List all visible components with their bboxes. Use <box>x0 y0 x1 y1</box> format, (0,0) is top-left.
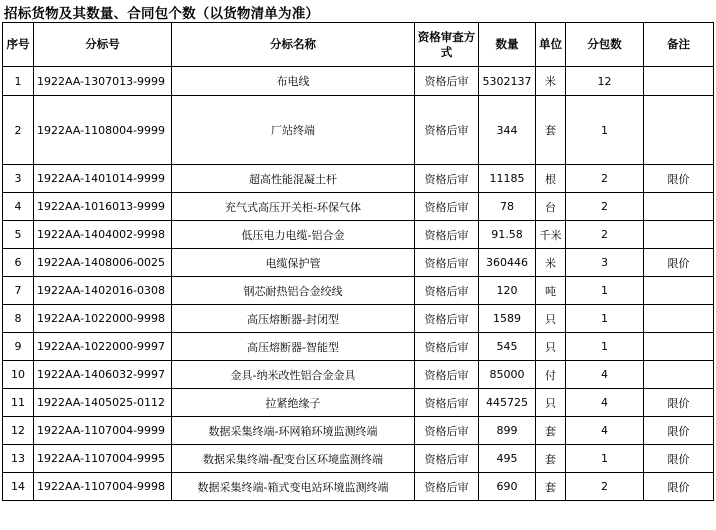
cell-note: 限价 <box>644 389 714 417</box>
cell-packages: 2 <box>566 165 644 193</box>
cell-name: 数据采集终端-箱式变电站环境监测终端 <box>172 473 415 501</box>
cell-review: 资格后审 <box>415 67 479 96</box>
cell-code: 1922AA-1401014-9999 <box>34 165 172 193</box>
cell-name: 厂站终端 <box>172 96 415 165</box>
cell-unit: 套 <box>536 445 566 473</box>
cell-packages: 1 <box>566 277 644 305</box>
cell-unit: 根 <box>536 165 566 193</box>
col-header-review: 资格审查方式 <box>415 23 479 67</box>
header-row <box>3 23 714 67</box>
cell-qty: 5302137 <box>479 67 536 96</box>
cell-qty: 445725 <box>479 389 536 417</box>
cell-qty: 344 <box>479 96 536 165</box>
cell-packages: 2 <box>566 221 644 249</box>
table-row <box>3 417 714 445</box>
cell-name: 布电线 <box>172 67 415 96</box>
table-row <box>3 361 714 389</box>
cell-review: 资格后审 <box>415 96 479 165</box>
cell-code: 1922AA-1107004-9995 <box>34 445 172 473</box>
cell-review: 资格后审 <box>415 389 479 417</box>
cell-note: 限价 <box>644 165 714 193</box>
table-row <box>3 193 714 221</box>
col-header-no: 序号 <box>3 23 34 67</box>
cell-no: 1 <box>3 67 34 96</box>
cell-no: 7 <box>3 277 34 305</box>
cell-review: 资格后审 <box>415 417 479 445</box>
cell-qty: 360446 <box>479 249 536 277</box>
col-header-note: 备注 <box>644 23 714 67</box>
table-row <box>3 305 714 333</box>
col-header-unit: 单位 <box>536 23 566 67</box>
cell-note <box>644 193 714 221</box>
cell-packages: 2 <box>566 473 644 501</box>
cell-packages: 4 <box>566 389 644 417</box>
cell-name: 数据采集终端-环网箱环境监测终端 <box>172 417 415 445</box>
cell-packages: 4 <box>566 361 644 389</box>
cell-qty: 495 <box>479 445 536 473</box>
cell-no: 8 <box>3 305 34 333</box>
cell-note: 限价 <box>644 249 714 277</box>
cell-review: 资格后审 <box>415 305 479 333</box>
cell-qty: 690 <box>479 473 536 501</box>
cell-review: 资格后审 <box>415 221 479 249</box>
col-header-name: 分标名称 <box>172 23 415 67</box>
cell-name: 低压电力电缆-铝合金 <box>172 221 415 249</box>
cell-unit: 米 <box>536 249 566 277</box>
cell-name: 钢芯耐热铝合金绞线 <box>172 277 415 305</box>
cell-review: 资格后审 <box>415 445 479 473</box>
cell-code: 1922AA-1022000-9998 <box>34 305 172 333</box>
cell-no: 2 <box>3 96 34 165</box>
cell-no: 10 <box>3 361 34 389</box>
cell-no: 13 <box>3 445 34 473</box>
cell-name: 高压熔断器-封闭型 <box>172 305 415 333</box>
table-row <box>3 67 714 96</box>
goods-table <box>2 22 714 501</box>
cell-code: 1922AA-1405025-0112 <box>34 389 172 417</box>
cell-no: 6 <box>3 249 34 277</box>
cell-code: 1922AA-1022000-9997 <box>34 333 172 361</box>
cell-unit: 只 <box>536 333 566 361</box>
cell-qty: 1589 <box>479 305 536 333</box>
cell-packages: 4 <box>566 417 644 445</box>
cell-no: 14 <box>3 473 34 501</box>
cell-packages: 1 <box>566 305 644 333</box>
cell-review: 资格后审 <box>415 473 479 501</box>
cell-code: 1922AA-1016013-9999 <box>34 193 172 221</box>
goods-table-body <box>3 67 714 501</box>
cell-review: 资格后审 <box>415 249 479 277</box>
cell-name: 金具-纳米改性铝合金金具 <box>172 361 415 389</box>
cell-note: 限价 <box>644 417 714 445</box>
cell-code: 1922AA-1406032-9997 <box>34 361 172 389</box>
cell-unit: 套 <box>536 417 566 445</box>
cell-packages: 12 <box>566 67 644 96</box>
cell-unit: 套 <box>536 473 566 501</box>
cell-code: 1922AA-1107004-9998 <box>34 473 172 501</box>
cell-name: 超高性能混凝土杆 <box>172 165 415 193</box>
cell-name: 数据采集终端-配变台区环境监测终端 <box>172 445 415 473</box>
cell-unit: 只 <box>536 305 566 333</box>
table-row <box>3 221 714 249</box>
col-header-packages: 分包数 <box>566 23 644 67</box>
cell-no: 11 <box>3 389 34 417</box>
cell-no: 9 <box>3 333 34 361</box>
cell-packages: 1 <box>566 333 644 361</box>
cell-name: 充气式高压开关柜-环保气体 <box>172 193 415 221</box>
cell-qty: 11185 <box>479 165 536 193</box>
table-row <box>3 277 714 305</box>
table-row <box>3 445 714 473</box>
cell-note <box>644 333 714 361</box>
cell-code: 1922AA-1108004-9999 <box>34 96 172 165</box>
cell-unit: 台 <box>536 193 566 221</box>
table-row <box>3 389 714 417</box>
col-header-code: 分标号 <box>34 23 172 67</box>
cell-unit: 套 <box>536 96 566 165</box>
cell-packages: 1 <box>566 445 644 473</box>
cell-code: 1922AA-1107004-9999 <box>34 417 172 445</box>
cell-code: 1922AA-1408006-0025 <box>34 249 172 277</box>
table-row <box>3 473 714 501</box>
cell-qty: 120 <box>479 277 536 305</box>
cell-note <box>644 305 714 333</box>
cell-packages: 1 <box>566 96 644 165</box>
cell-code: 1922AA-1404002-9998 <box>34 221 172 249</box>
cell-no: 4 <box>3 193 34 221</box>
cell-note: 限价 <box>644 445 714 473</box>
cell-review: 资格后审 <box>415 193 479 221</box>
col-header-qty: 数量 <box>479 23 536 67</box>
cell-review: 资格后审 <box>415 277 479 305</box>
cell-review: 资格后审 <box>415 333 479 361</box>
cell-code: 1922AA-1402016-0308 <box>34 277 172 305</box>
table-row <box>3 96 714 165</box>
table-row <box>3 165 714 193</box>
table-row <box>3 333 714 361</box>
cell-code: 1922AA-1307013-9999 <box>34 67 172 96</box>
cell-unit: 米 <box>536 67 566 96</box>
cell-packages: 2 <box>566 193 644 221</box>
cell-unit: 付 <box>536 361 566 389</box>
cell-no: 12 <box>3 417 34 445</box>
cell-no: 5 <box>3 221 34 249</box>
cell-unit: 只 <box>536 389 566 417</box>
cell-qty: 91.58 <box>479 221 536 249</box>
page-title: 招标货物及其数量、合同包个数（以货物清单为准） <box>4 6 320 22</box>
cell-note <box>644 361 714 389</box>
cell-qty: 899 <box>479 417 536 445</box>
cell-unit: 吨 <box>536 277 566 305</box>
cell-review: 资格后审 <box>415 165 479 193</box>
cell-qty: 545 <box>479 333 536 361</box>
cell-note <box>644 277 714 305</box>
cell-review: 资格后审 <box>415 361 479 389</box>
cell-note: 限价 <box>644 473 714 501</box>
cell-note <box>644 67 714 96</box>
cell-unit: 千米 <box>536 221 566 249</box>
cell-name: 高压熔断器-智能型 <box>172 333 415 361</box>
table-row <box>3 249 714 277</box>
cell-name: 拉紧绝缘子 <box>172 389 415 417</box>
cell-qty: 78 <box>479 193 536 221</box>
cell-name: 电缆保护管 <box>172 249 415 277</box>
cell-qty: 85000 <box>479 361 536 389</box>
cell-no: 3 <box>3 165 34 193</box>
cell-note <box>644 221 714 249</box>
cell-packages: 3 <box>566 249 644 277</box>
cell-note <box>644 96 714 165</box>
